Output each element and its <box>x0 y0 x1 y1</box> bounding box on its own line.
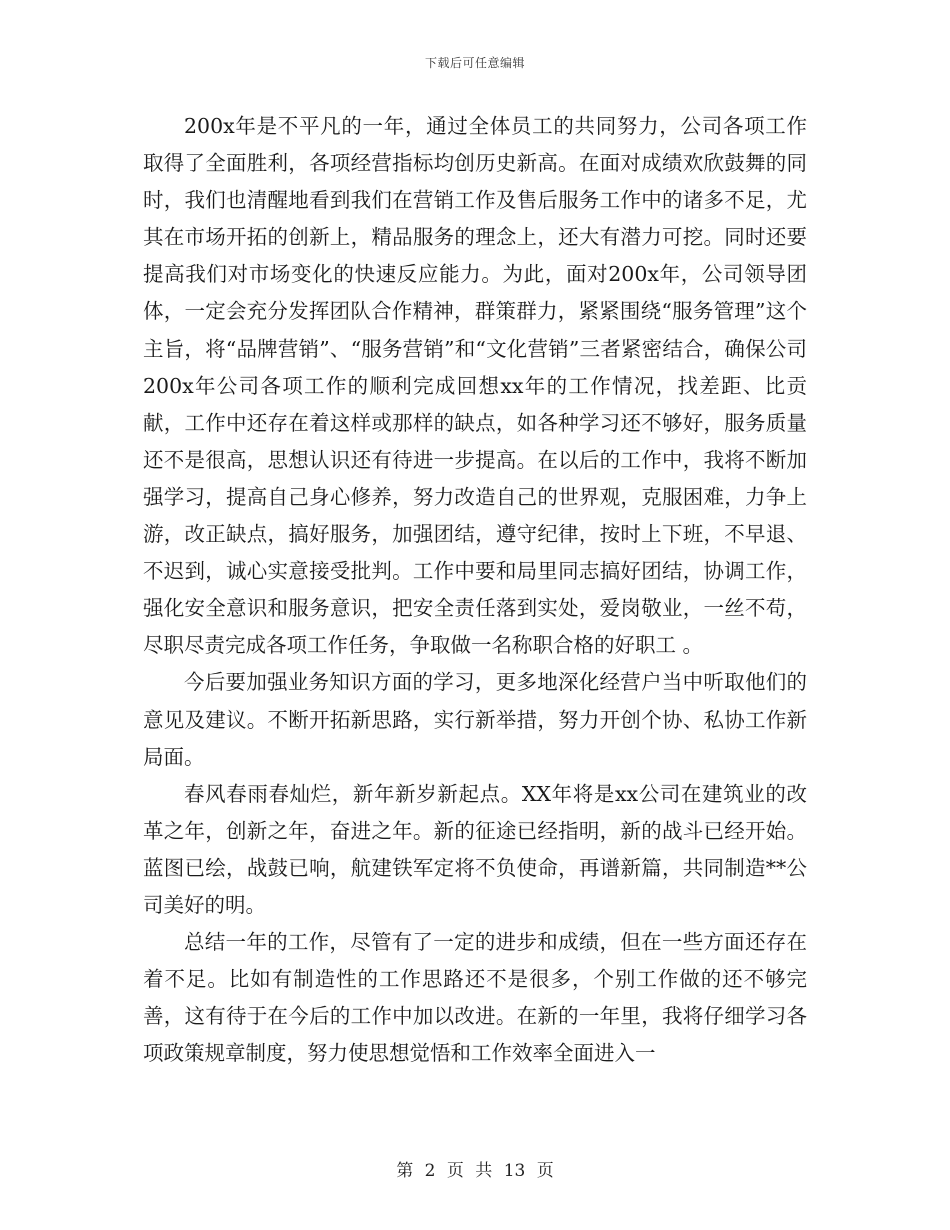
document-body <box>143 108 807 1072</box>
paragraph-4: 总结一年的工作，尽管有了一定的进步和成绩，但在一些方面还存在着不足。比如有制造性的工作思路还不是很多，个别工作做的还不够完善，这有待于在今后的工作中加以改进。在新的一年里，我将仔细学习各项政策规章制度，努力使思想觉悟和工作效率全面进入一 <box>143 930 807 1066</box>
page-number-footer: 第 2 页 共 13 页 <box>396 1161 554 1181</box>
paragraph-1: 200x年是不平凡的一年，通过全体员工的共同努力，公司各项工作取得了全面胜利，各项经营指标均创历史新高。在面对成绩欢欣鼓舞的同时，我们也清醒地看到我们在营销工作及售后服务工作中的诸多不足，尤其在市场开拓的创新上，精品服务的理念上，还大有潜力可挖。同时还要提高我们对市场变化的快速反应能力。为此，面对200x年，公司领导团体，一定会充分发挥团队合作精神，群策群力，紧紧围绕“服务管理”这个主旨，将“品牌营销”、“服务营销”和“文化营销”三者紧密结合，确保公司200x年公司各项工作的顺利完成回想xx年的工作情况，找差距、比贡献，工作中还存在着这样或那样的缺点，如各种学习还不够好，服务质量还不是很高，思想认识还有待进一步提高。在以后的工作中，我将不断加强学习，提高自己身心修养，努力改造自己的世界观，克服困难，力争上游，改正缺点，搞好服务，加强团结，遵守纪律，按时上下班，不早退、不迟到，诚心实意接受批判。工作中要和局里同志搞好团结，协调工作，强化安全意识和服务意识，把安全责任落到实处，爱岗敬业，一丝不苟，尽职尽责完成各项工作任务，争取做一名称职合格的好职工 。 <box>143 114 807 658</box>
paragraph-3: 春风春雨春灿烂，新年新岁新起点。XX年将是xx公司在建筑业的改革之年，创新之年，奋进之年。新的征途已经指明，新的战斗已经开始。蓝图已绘，战鼓已响，航建铁军定将不负使命，再谱新篇，共同制造**公司美好的明。 <box>143 781 807 917</box>
page-header: 下载后可任意编辑 <box>424 56 525 70</box>
paragraph-2: 今后要加强业务知识方面的学习，更多地深化经营户当中听取他们的意见及建议。不断开拓新思路，实行新举措，努力开创个协、私协工作新局面。 <box>143 670 807 769</box>
